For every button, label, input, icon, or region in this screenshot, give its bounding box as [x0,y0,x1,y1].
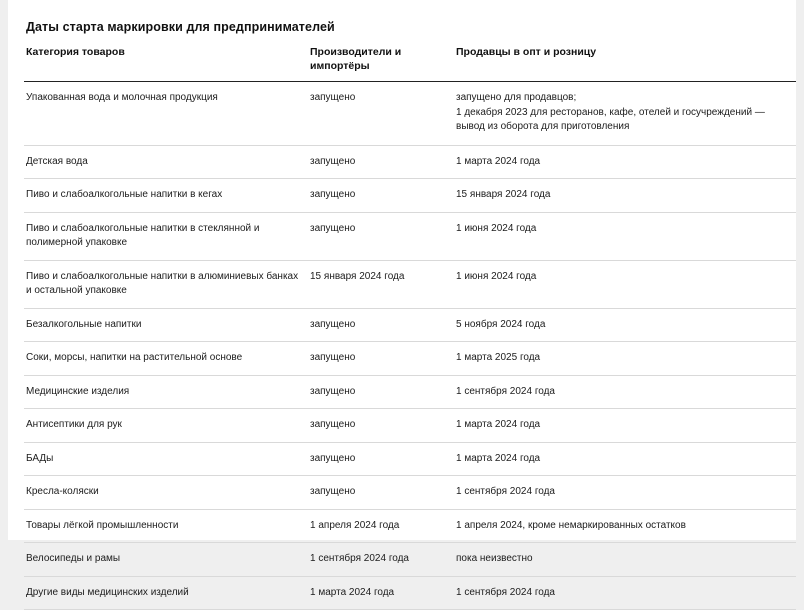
table-row [24,375,796,409]
cell-sellers-line: 1 апреля 2024, кроме немаркированных остатков [456,519,686,531]
cell-producers: 15 января 2024 года [308,260,454,308]
cell-category: Пиво и слабоалкогольные напитки в алюминиевых банках и остальной упаковке [24,260,308,308]
cell-category: Товары лёгкой промышленности [24,509,308,543]
table-row [24,576,796,610]
column-header-producers: Производители и импортёры [308,44,454,82]
table-row [24,308,796,342]
cell-category: Пиво и слабоалкогольные напитки в стеклянной и полимерной упаковке [24,212,308,260]
table-row [24,442,796,476]
cell-category: Другие виды медицинских изделий [24,576,308,610]
cell-sellers [454,409,796,443]
cell-sellers-line: 1 марта 2025 года [456,352,541,364]
cell-category: Кресла-коляски [24,476,308,510]
cell-category: Велосипеды и рамы [24,543,308,577]
table-header-row [24,44,796,82]
cell-category: Упакованная вода и молочная продукция [24,82,308,146]
cell-producers: запущено [308,409,454,443]
cell-sellers [454,260,796,308]
table-row [24,409,796,443]
cell-sellers [454,145,796,179]
table-row [24,145,796,179]
cell-sellers-line: запущено для продавцов; [456,92,577,104]
column-header-category: Категория товаров [24,44,308,82]
cell-sellers-line: 1 июня 2024 года [456,270,537,282]
cell-sellers-line: 1 марта 2024 года [456,419,541,431]
cell-producers: 1 сентября 2024 года [308,543,454,577]
cell-producers: запущено [308,442,454,476]
cell-sellers [454,308,796,342]
table-row [24,179,796,213]
cell-sellers [454,576,796,610]
cell-sellers [454,509,796,543]
cell-sellers-line: 5 ноября 2024 года [456,318,546,330]
cell-category: Детская вода [24,145,308,179]
cell-producers: запущено [308,308,454,342]
cell-sellers-line: 1 сентября 2024 года [456,586,555,598]
table-row [24,260,796,308]
cell-producers: запущено [308,342,454,376]
cell-sellers [454,82,796,146]
cell-producers: 1 марта 2024 года [308,576,454,610]
table-row [24,212,796,260]
cell-producers: запущено [308,145,454,179]
cell-producers: запущено [308,375,454,409]
cell-sellers-line: вывод из оборота для приготовления [456,121,630,133]
table-body [24,82,796,610]
cell-sellers-line: 1 сентября 2024 года [456,385,555,397]
table-row [24,543,796,577]
page-title: Даты старта маркировки для предпринимателей [26,20,335,34]
cell-sellers [454,179,796,213]
cell-sellers [454,543,796,577]
cell-producers: запущено [308,179,454,213]
cell-category: Медицинские изделия [24,375,308,409]
cell-producers: 1 апреля 2024 года [308,509,454,543]
cell-category: Пиво и слабоалкогольные напитки в кегах [24,179,308,213]
cell-sellers [454,212,796,260]
cell-category: Соки, морсы, напитки на растительной основе [24,342,308,376]
marking-dates-table [24,44,796,610]
cell-sellers [454,342,796,376]
cell-sellers-line: 1 сентября 2024 года [456,486,555,498]
cell-sellers-line: 1 июня 2024 года [456,222,537,234]
cell-producers: запущено [308,212,454,260]
cell-category: Антисептики для рук [24,409,308,443]
cell-sellers-line: 15 января 2024 года [456,189,551,201]
cell-category: Безалкогольные напитки [24,308,308,342]
column-header-sellers: Продавцы в опт и розницу [454,44,796,82]
cell-sellers-line: 1 марта 2024 года [456,452,541,464]
cell-producers: запущено [308,476,454,510]
table-row [24,476,796,510]
cell-sellers-line: 1 декабря 2023 для ресторанов, кафе, отелей и госучреждений — [456,106,765,118]
cell-sellers-line: пока неизвестно [456,553,533,565]
cell-sellers [454,442,796,476]
cell-sellers [454,375,796,409]
document-page [8,0,796,598]
cell-sellers-line: 1 марта 2024 года [456,155,541,167]
table-row [24,342,796,376]
cell-producers: запущено [308,82,454,146]
cell-sellers [454,476,796,510]
cell-category: БАДы [24,442,308,476]
table-row [24,82,796,146]
table-row [24,509,796,543]
